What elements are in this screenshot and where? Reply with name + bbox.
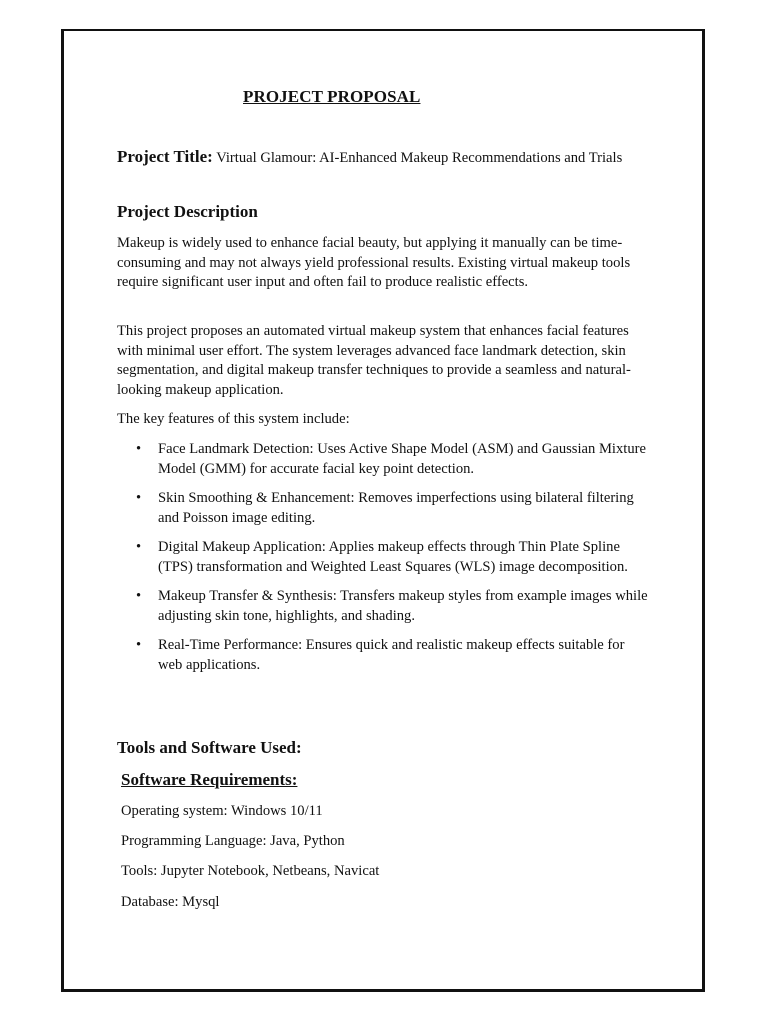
bullet-icon: • — [136, 588, 142, 604]
feature-text: Makeup Transfer & Synthesis: Transfers makeup styles from example images while adjusting skin tone, highlights, and shading. — [158, 588, 648, 624]
bullet-icon: • — [136, 441, 142, 457]
feature-text: Real-Time Performance: Ensures quick and realistic makeup effects suitable for web applications. — [158, 637, 625, 673]
feature-item — [130, 538, 650, 577]
requirement-item: Operating system: Windows 10/11 — [121, 803, 323, 819]
feature-text: Skin Smoothing & Enhancement: Removes imperfections using bilateral filtering and Poisson image editing. — [158, 490, 634, 526]
project-title-value: Virtual Glamour: AI-Enhanced Makeup Recommendations and Trials — [212, 150, 623, 166]
feature-text: Face Landmark Detection: Uses Active Shape Model (ASM) and Gaussian Mixture Model (GMM) for accurate facial key point detection. — [158, 441, 646, 477]
description-paragraph-2: This project proposes an automated virtual makeup system that enhances facial features with minimal user effort. The system leverages advanced face landmark detection, skin segmentation, and digital makeup transfer techniques to provide a seamless and natural-looking makeup application. — [117, 323, 631, 398]
feature-text: Digital Makeup Application: Applies makeup effects through Thin Plate Spline (TPS) transformation and Weighted Least Squares (WLS) image decomposition. — [158, 539, 628, 575]
software-requirements-heading: Software Requirements: — [121, 770, 298, 789]
bullet-icon: • — [136, 637, 142, 653]
feature-item — [130, 489, 650, 528]
description-heading: Project Description — [117, 202, 258, 221]
bullet-icon: • — [136, 539, 142, 555]
description-paragraph-1: Makeup is widely used to enhance facial beauty, but applying it manually can be time-consuming and may not always yield professional results. Existing virtual makeup tools require significant user input and often fail to produce realistic effects. — [117, 235, 631, 290]
project-title-label: Project Title: — [117, 147, 213, 166]
requirement-item: Programming Language: Java, Python — [121, 833, 345, 849]
requirement-item: Tools: Jupyter Notebook, Netbeans, Navicat — [121, 863, 380, 879]
document-heading: PROJECT PROPOSAL — [243, 87, 421, 106]
project-title — [117, 147, 677, 169]
feature-item — [130, 440, 650, 479]
features-intro: The key features of this system include: — [117, 411, 350, 427]
features-list — [130, 440, 650, 685]
requirement-item: Database: Mysql — [121, 894, 220, 910]
bullet-icon: • — [136, 490, 142, 506]
feature-item — [130, 587, 650, 626]
tools-heading: Tools and Software Used: — [117, 738, 302, 757]
feature-item — [130, 636, 650, 675]
